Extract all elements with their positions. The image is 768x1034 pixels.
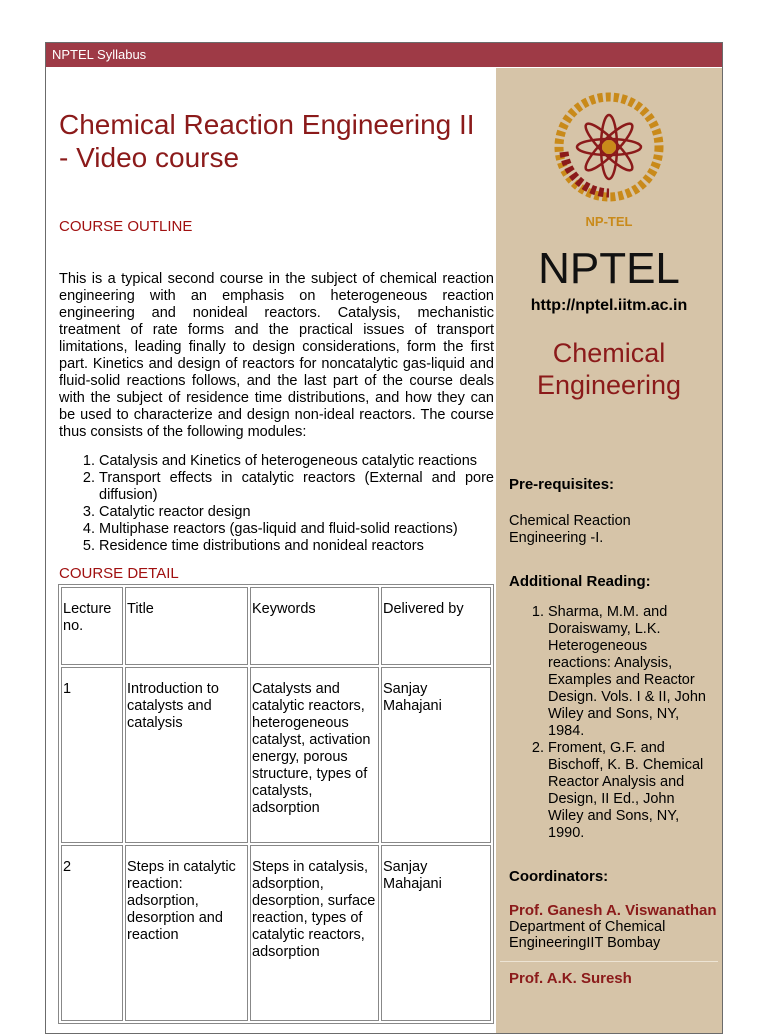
- course-outline-heading: COURSE OUTLINE: [59, 218, 193, 235]
- divider: [500, 961, 718, 962]
- course-outline-text: This is a typical second course in the subject of chemical reaction engineering with an emphasis on heterogeneous reaction engineering and nonideal reactors. Catalysis, mechanistic treatment of rate forms and the practical issues of transport limitations, leading finally to design considerations, form the first part. Kinetics and design of reactors for noncatalytic gas-liquid and fluid-solid reactions follows, and the last part of the course deals with the subject of residence time distributions, and how they can be used to characterize and design non-ideal reactors. The course thus consists of the following modules:: [59, 271, 494, 440]
- prerequisites-heading: Pre-requisites:: [509, 476, 615, 493]
- table-cell: Sanjay Mahajani: [381, 845, 491, 1021]
- list-item: 5. Residence time distributions and nonideal reactors: [99, 538, 494, 555]
- additional-reading-heading: Additional Reading:: [509, 573, 651, 590]
- table-cell: Steps in catalysis, adsorption, desorption, surface reaction, types of catalytic reactors, adsorption: [250, 845, 379, 1021]
- table-cell: Introduction to catalysts and catalysis: [125, 667, 248, 843]
- module-list: [59, 453, 494, 555]
- coordinator-name: Prof. A.K. Suresh: [509, 970, 632, 987]
- column-header: Lecture no.: [61, 587, 123, 665]
- sidebar: [496, 68, 722, 1033]
- list-item: 2. Froment, G.F. and Bischoff, K. B. Chemical Reactor Analysis and Design, II Ed., John Wiley and Sons, NY, 1990.: [548, 740, 713, 842]
- course-detail-heading: COURSE DETAIL: [59, 565, 179, 582]
- table-row: [61, 667, 491, 843]
- table-cell: Steps in catalytic reaction: adsorption, desorption and reaction: [125, 845, 248, 1021]
- table-cell: Sanjay Mahajani: [381, 667, 491, 843]
- list-item: 2. Transport effects in catalytic reactors (External and pore diffusion): [99, 470, 494, 504]
- course-title: Chemical Reaction Engineering II - Video course: [59, 109, 475, 173]
- list-item: 3. Catalytic reactor design: [99, 504, 494, 521]
- table-header-row: [61, 587, 491, 665]
- table-cell: 1: [61, 667, 123, 843]
- main-content: [46, 68, 496, 1033]
- list-item: 1. Catalysis and Kinetics of heterogeneous catalytic reactions: [99, 453, 494, 470]
- coordinator-department: Department of Chemical EngineeringIIT Bombay: [509, 919, 666, 951]
- column-header: Title: [125, 587, 248, 665]
- coordinator-name: Prof. Ganesh A. Viswanathan: [509, 902, 717, 919]
- table-row: [61, 845, 491, 1021]
- site-url: http://nptel.iitm.ac.in: [530, 297, 688, 314]
- prerequisites-text: Chemical Reaction Engineering -I.: [509, 513, 631, 546]
- column-header: Delivered by: [381, 587, 491, 665]
- column-header: Keywords: [250, 587, 379, 665]
- department-name: Chemical Engineering: [536, 338, 682, 400]
- logo-text: NP-TEL: [585, 214, 633, 229]
- list-item: 1. Sharma, M.M. and Doraiswamy, L.K. Heterogeneous reactions: Analysis, Examples and Reactor Design. Vols. I & II, John Wiley and Sons, NY, 1984.: [548, 604, 713, 740]
- list-item: 4. Multiphase reactors (gas-liquid and fluid-solid reactions): [99, 521, 494, 538]
- syllabus-page: [45, 42, 723, 1034]
- header-bar: NPTEL Syllabus: [46, 43, 722, 67]
- brand-name: NPTEL: [538, 244, 680, 293]
- table-cell: Catalysts and catalytic reactors, heterogeneous catalyst, activation energy, porous structure, types of catalysts, adsorption: [250, 667, 379, 843]
- lecture-table: [58, 584, 494, 1024]
- coordinators-heading: Coordinators:: [509, 868, 609, 885]
- nptel-logo-icon: [554, 92, 664, 232]
- reading-list: [496, 604, 713, 842]
- table-cell: 2: [61, 845, 123, 1021]
